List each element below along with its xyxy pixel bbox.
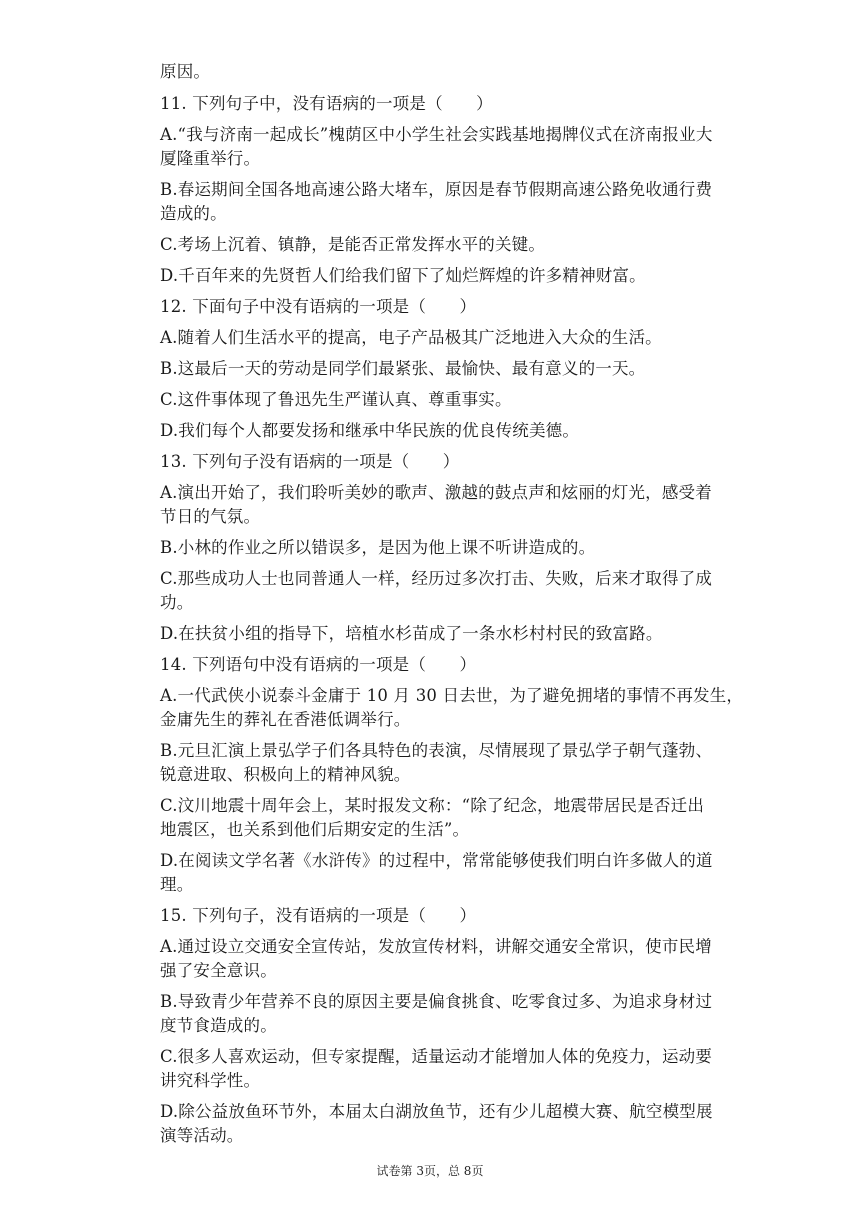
option-d [160, 1100, 730, 1148]
exam-page-body [160, 60, 744, 1148]
option-c [160, 233, 730, 257]
question-13 [160, 450, 730, 646]
option-a [160, 935, 730, 983]
option-c [160, 388, 730, 412]
question-stem: 14. 下列语句中没有语病的一项是（ ） [160, 655, 477, 674]
option-line: C.那些成功人士也同普通人一样，经历过多次打击、失败，后来才取得了成 [160, 569, 713, 588]
option-c [160, 567, 730, 615]
option-c [160, 1045, 730, 1093]
option-line: B.春运期间全国各地高速公路大堵车，原因是春节假期高速公路免收通行费 [160, 180, 713, 199]
option-line: D.我们每个人都要发扬和继承中华民族的优良传统美德。 [160, 421, 580, 440]
option-line: A.通过设立交通安全宣传站，发放宣传材料，讲解交通安全常识，使市民增 [160, 937, 712, 956]
option-d [160, 622, 730, 646]
option-line: B.导致青少年营养不良的原因主要是偏食挑食、吃零食过多、为追求身材过 [160, 992, 713, 1011]
question-14 [160, 653, 744, 897]
option-line: A.一代武侠小说泰斗金庸于 10 月 30 日去世，为了避免拥堵的事情不再发生， [160, 686, 744, 705]
option-a [160, 684, 744, 732]
intro-text: 原因。 [160, 62, 211, 81]
option-line: A.演出开始了，我们聆听美妙的歌声、激越的鼓点声和炫丽的灯光，感受着 [160, 483, 712, 502]
option-b [160, 536, 730, 560]
option-line: C.汶川地震十周年会上，某时报发文称：“除了纪念，地震带居民是否迁出 [160, 796, 705, 815]
option-line: 金庸先生的葬礼在香港低调举行。 [160, 710, 411, 729]
option-line: A.“我与济南一起成长”槐荫区中小学生社会实践基地揭牌仪式在济南报业大 [160, 125, 713, 144]
option-b [160, 357, 730, 381]
option-line: D.除公益放鱼环节外，本届太白湖放鱼节，还有少儿超模大赛、航空模型展 [160, 1102, 713, 1121]
question-11 [160, 92, 730, 288]
option-line: 功。 [160, 593, 194, 612]
option-d [160, 264, 730, 288]
option-line: C.考场上沉着、镇静，是能否正常发挥水平的关键。 [160, 235, 546, 254]
option-line: C.这件事体现了鲁迅先生严谨认真、尊重事实。 [160, 390, 512, 409]
option-line: D.在扶贫小组的指导下，培植水杉苗成了一条水杉村村民的致富路。 [160, 624, 663, 643]
option-b [160, 739, 730, 787]
option-d [160, 849, 730, 897]
option-line: 节日的气氛。 [160, 507, 261, 526]
option-b [160, 990, 730, 1038]
question-12 [160, 295, 730, 443]
option-line: A.随着人们生活水平的提高，电子产品极其广泛地进入大众的生活。 [160, 328, 662, 347]
option-a [160, 123, 730, 171]
option-line: 理。 [160, 875, 194, 894]
option-line: 厦隆重举行。 [160, 149, 261, 168]
question-stem: 13. 下列句子没有语病的一项是（ ） [160, 452, 460, 471]
option-line: 锐意进取、积极向上的精神风貌。 [160, 765, 411, 784]
option-line: D.在阅读文学名著《水浒传》的过程中，常常能够使我们明白许多做人的道 [160, 851, 713, 870]
question-stem: 11. 下列句子中，没有语病的一项是（ ） [160, 94, 493, 113]
option-b [160, 178, 730, 226]
option-line: 度节食造成的。 [160, 1016, 277, 1035]
option-d [160, 419, 730, 443]
option-line: 讲究科学性。 [160, 1071, 261, 1090]
page-footer: 试卷第 3页，总 8页 [376, 1164, 484, 1178]
option-line: 造成的。 [160, 204, 227, 223]
option-line: D.千百年来的先贤哲人们给我们留下了灿烂辉煌的许多精神财富。 [160, 266, 646, 285]
option-line: 强了安全意识。 [160, 961, 277, 980]
option-line: B.元旦汇演上景弘学子们各具特色的表演，尽情展现了景弘学子朝气蓬勃、 [160, 741, 713, 760]
option-line: 演等活动。 [160, 1126, 244, 1145]
option-line: 地震区，也关系到他们后期安定的生活”。 [160, 820, 470, 839]
question-15 [160, 904, 730, 1148]
option-a [160, 481, 730, 529]
question-stem: 15. 下列句子，没有语病的一项是（ ） [160, 906, 477, 925]
option-line: B.小林的作业之所以错误多，是因为他上课不听讲造成的。 [160, 538, 596, 557]
option-line: B.这最后一天的劳动是同学们最紧张、最愉快、最有意义的一天。 [160, 359, 646, 378]
question-stem: 12. 下面句子中没有语病的一项是（ ） [160, 297, 477, 316]
option-line: C.很多人喜欢运动，但专家提醒，适量运动才能增加人体的免疫力，运动要 [160, 1047, 713, 1066]
option-c [160, 794, 730, 842]
option-a [160, 326, 730, 350]
